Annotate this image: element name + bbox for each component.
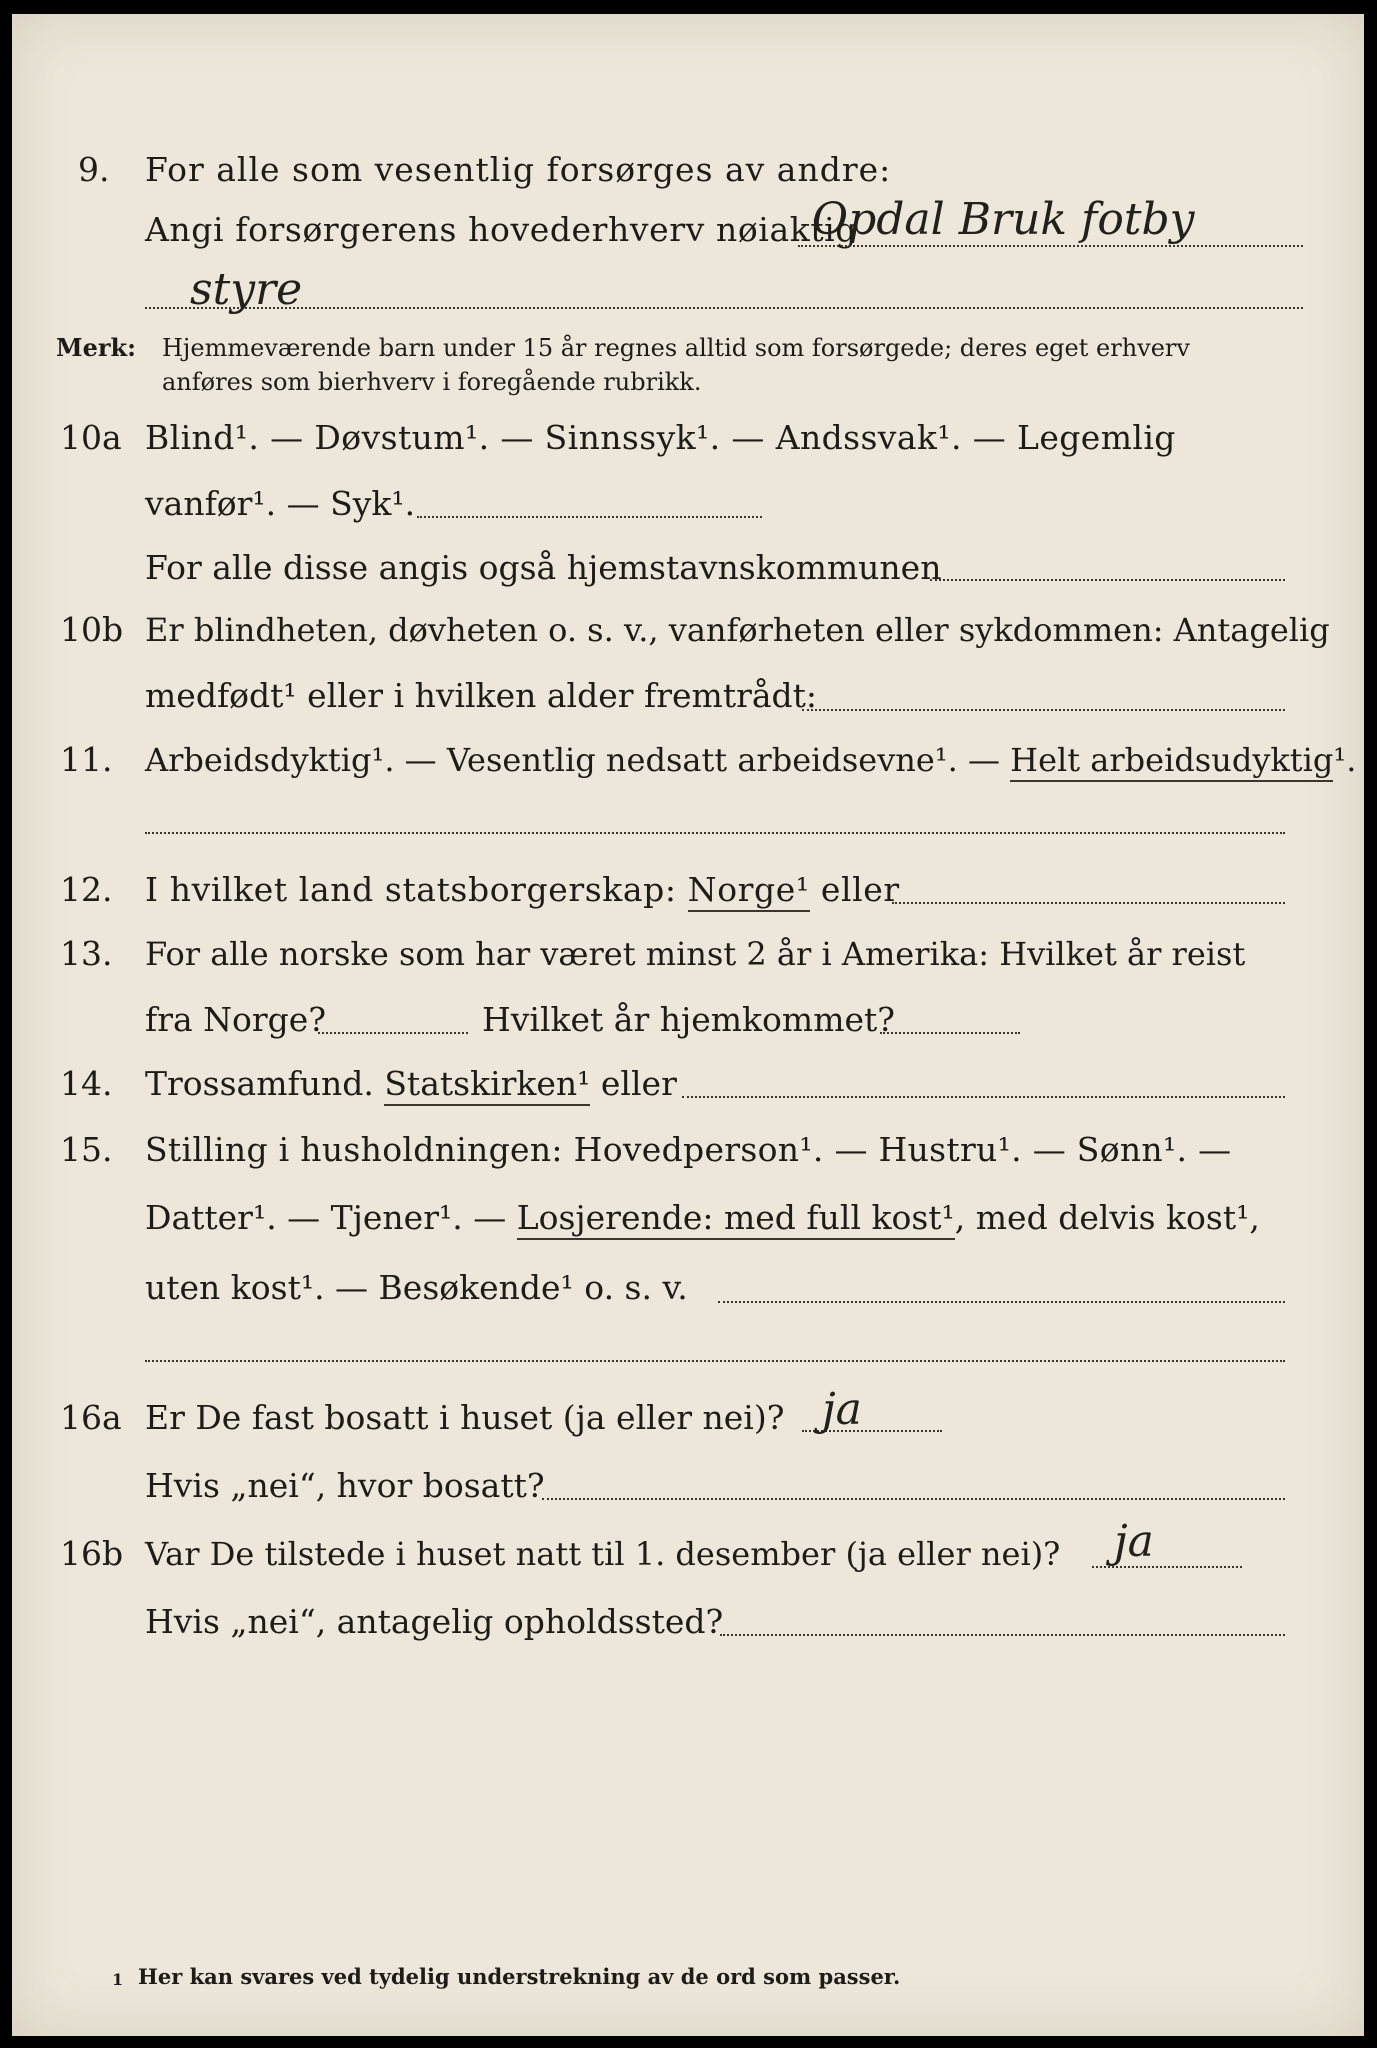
q10a-syk-line	[417, 516, 762, 518]
q16a-number: 16a	[60, 1398, 122, 1437]
footnote-text: Her kan svares ved tydelig understrekning av de ord som passer.	[138, 1964, 901, 1989]
q11-extra-line	[145, 832, 1285, 834]
q16a-line2: Hvis „nei“, hvor bosatt?	[145, 1466, 545, 1505]
q10b-line2: medfødt¹ eller i hvilken alder fremtrådt:	[145, 676, 818, 715]
q11-underlined-answer: Helt arbeidsudyktig	[1010, 741, 1333, 782]
q10b-line1: Er blindheten, døvheten o. s. v., vanførheten eller sykdommen: Antagelig	[145, 611, 1330, 649]
q13-line2b: Hvilket år hjemkommet?	[482, 1000, 895, 1039]
q16b-handwritten-answer: ja	[1114, 1516, 1154, 1567]
q9-number: 9.	[78, 150, 110, 189]
q16b-opholdssted-line	[720, 1634, 1285, 1636]
census-form-page	[12, 14, 1364, 2036]
q16b-number: 16b	[60, 1534, 124, 1573]
merk-line1: Hjemmeværende barn under 15 år regnes alltid som forsørgede; deres eget erhverv	[162, 334, 1190, 362]
q13-hjemkommet-line	[880, 1032, 1020, 1034]
q9-line1: For alle som vesentlig forsørges av andre:	[145, 150, 892, 189]
q9-answer-line-2	[145, 307, 1303, 309]
q12-underlined-answer: Norge¹	[688, 870, 810, 912]
q10b-number: 10b	[60, 610, 124, 649]
q10a-line2: vanfør¹. — Syk¹.	[145, 484, 416, 523]
q11-line: Arbeidsdyktig¹. — Vesentlig nedsatt arbeidsevne¹. — Helt arbeidsudyktig¹.	[145, 740, 1356, 780]
q16b-line1: Var De tilstede i huset natt til 1. desember (ja eller nei)?	[145, 1535, 1061, 1573]
q9-answer-line-1	[798, 245, 1303, 247]
merk-line2: anføres som bierhverv i foregående rubrikk.	[162, 368, 702, 396]
q15-line3: uten kost¹. — Besøkende¹ o. s. v.	[145, 1268, 688, 1307]
q10a-line3: For alle disse angis også hjemstavnskommunen	[145, 548, 942, 587]
q9-handwritten-answer-2: styre	[190, 264, 303, 315]
q9-line2: Angi forsørgerens hovederhverv nøiaktig	[145, 210, 858, 249]
q15-answer-line	[718, 1301, 1285, 1303]
q16a-handwritten-answer: ja	[822, 1384, 862, 1435]
q15-line1: Stilling i husholdningen: Hovedperson¹. — Hustru¹. — Sønn¹. —	[145, 1130, 1232, 1169]
q14-answer-line	[682, 1096, 1285, 1098]
q14-underlined-answer: Statskirken¹	[384, 1064, 590, 1106]
q10a-line1: Blind¹. — Døvstum¹. — Sinnssyk¹. — Andssvak¹. — Legemlig	[145, 418, 1176, 457]
q15-underlined-answer: Losjerende: med full kost¹	[517, 1198, 955, 1240]
q9-handwritten-answer-1: Opdal Bruk fotby	[812, 194, 1195, 245]
q13-reist-line	[318, 1032, 468, 1034]
q16b-line2: Hvis „nei“, antagelig opholdssted?	[145, 1602, 724, 1641]
q15-number: 15.	[60, 1130, 113, 1169]
q14-line: Trossamfund. Statskirken¹ eller	[145, 1064, 677, 1104]
q10a-number: 10a	[60, 418, 122, 457]
q14-number: 14.	[60, 1064, 113, 1103]
q16a-bosatt-line	[542, 1498, 1285, 1500]
q12-number: 12.	[60, 870, 113, 909]
q10a-hjemstavn-line	[930, 579, 1285, 581]
q13-number: 13.	[60, 934, 113, 973]
q13-line2a: fra Norge?	[145, 1000, 327, 1039]
q15-extra-line	[145, 1360, 1285, 1362]
merk-label: Merk:	[56, 333, 136, 362]
q15-line2: Datter¹. — Tjener¹. — Losjerende: med full kost¹, med delvis kost¹,	[145, 1198, 1260, 1238]
q16a-line1: Er De fast bosatt i huset (ja eller nei)?	[145, 1398, 785, 1437]
q12-line: I hvilket land statsborgerskap: Norge¹ eller	[145, 870, 900, 910]
footnote-mark: 1	[112, 1970, 124, 1989]
q13-line1: For alle norske som har været minst 2 år i Amerika: Hvilket år reist	[145, 935, 1246, 973]
q11-number: 11.	[60, 740, 113, 779]
q12-answer-line	[892, 902, 1285, 904]
q10b-answer-line	[802, 709, 1285, 711]
